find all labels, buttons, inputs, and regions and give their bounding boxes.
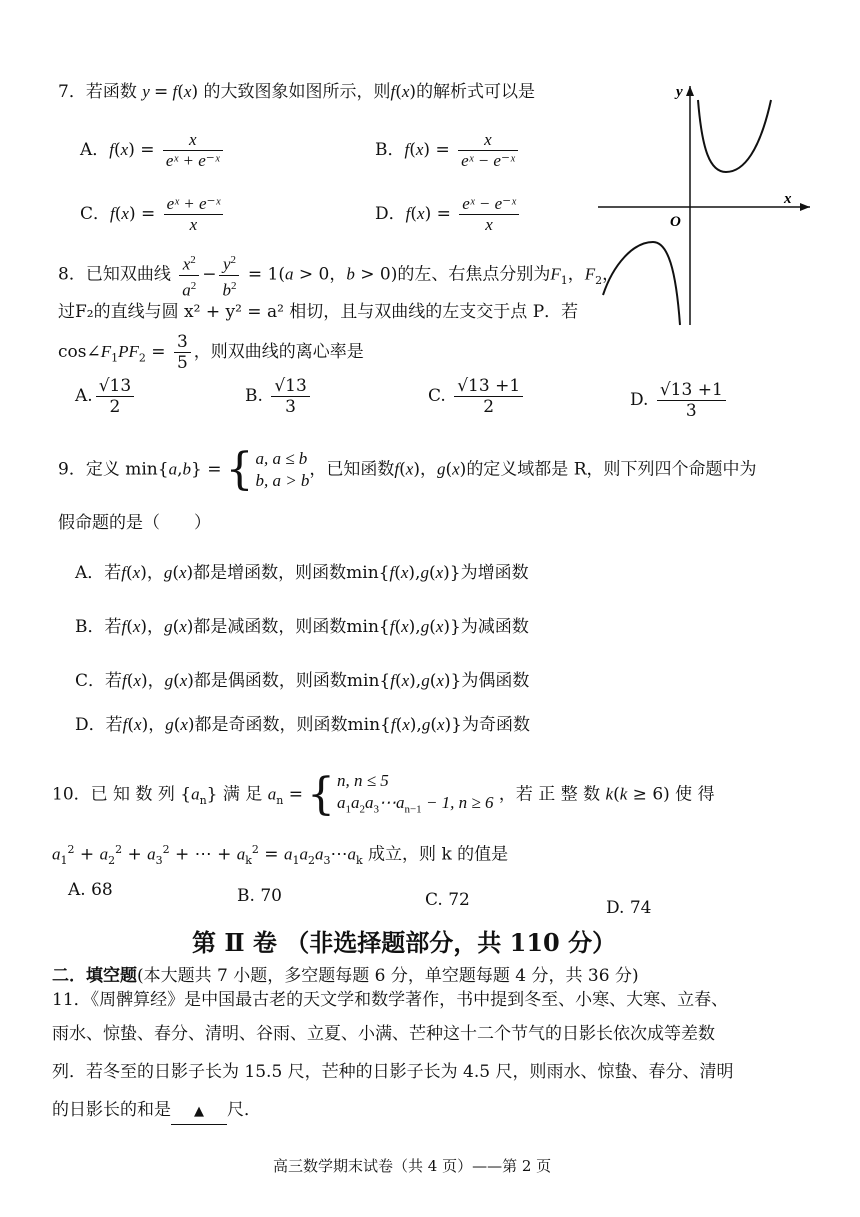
q7-option-a[interactable]: A．f(x) = $\frac{x}{\text{eˣ + e⁻ˣ}}$ — [80, 130, 226, 171]
q10-option-d[interactable]: D. 74 — [606, 898, 652, 918]
q7-function-graph — [598, 80, 818, 330]
q9-option-b[interactable]: B．若f(x)，g(x)都是减函数，则函数min{f(x),g(x)}为减函数 — [75, 617, 529, 637]
y-axis-label: y — [676, 84, 683, 100]
q9-option-a[interactable]: A．若f(x)，g(x)都是增函数，则函数min{f(x),g(x)}为增函数 — [75, 563, 529, 583]
q8-option-c[interactable]: C. $\frac{√13 +1}{2}$ — [428, 376, 526, 417]
q7-stem: 7．若函数 y = f(x) 的大致图象如图所示，则f(x)的解析式可以是 — [58, 82, 536, 102]
q8-stem-line3: $\cos\angle F_1PF_2$ = $\frac{3}{5}$ ，则双曲线的离心率是 — [58, 332, 364, 373]
x-axis-label: x — [784, 191, 792, 207]
q9-option-c[interactable]: C．若f(x)，g(x)都是偶函数，则函数min{f(x),g(x)}为偶函数 — [75, 671, 530, 691]
answer-blank[interactable] — [171, 1100, 227, 1125]
x-axis-arrow — [800, 203, 810, 211]
q11-line1: 11．《周髀算经》是中国最古老的天文学和数学著作，书中提到冬至、小寒、大寒、立春、 — [52, 990, 729, 1010]
q8-option-b[interactable]: B. $\frac{√13}{3}$ — [245, 376, 313, 417]
q7-option-c[interactable]: C．f(x) = $\frac{\text{eˣ + e⁻ˣ}}{x}$ — [80, 194, 226, 235]
q10-stem-line2: $a_1^2 + a_2^2 + a_3^2$ + ⋯ + $a_k^2$ = $a_1a_2a_3\cdots a_k$ 成立，则 k 的值是 — [52, 843, 509, 868]
q10-option-a[interactable]: A. 68 — [68, 880, 113, 900]
right-branch-curve — [698, 100, 771, 172]
fill-in-heading-label: 二．填空题 — [52, 966, 137, 986]
fill-in-description: (本大题共 7 小题，多空题每题 6 分，单空题每题 4 分，共 36 分) — [137, 966, 639, 986]
q8-option-d[interactable]: D. $\frac{√13 +1}{3}$ — [630, 380, 729, 421]
fill-in-heading — [52, 964, 639, 988]
y-axis-arrow — [686, 86, 694, 96]
q7-option-d[interactable]: D．f(x) = $\frac{\text{eˣ − e⁻ˣ}}{x}$ — [375, 194, 522, 235]
q11-line2: 雨水、惊蛰、春分、清明、谷雨、立夏、小满、芒种这十二个节气的日影长依次成等差数 — [52, 1024, 715, 1044]
page-footer: 高三数学期末试卷（共 4 页）——第 2 页 — [273, 1157, 552, 1175]
q10-option-c[interactable]: C. 72 — [425, 890, 470, 910]
origin-label: O — [670, 214, 681, 230]
q7-option-b[interactable]: B．f(x) = $\frac{x}{\text{eˣ − e⁻ˣ}}$ — [375, 130, 521, 171]
q10-stem-line1: 10．已 知 数 列 $\{a_n\}$ 满 足 $a_n$ ={ n, n ≤ 5 $a_1a_2a_3\cdots a_{n-1} - 1$, n ≥ 6 ，若 正 整 数 k(k ≥ 6) 使 得 — [52, 769, 715, 821]
q10-option-b[interactable]: B. 70 — [237, 886, 282, 906]
q11-line3: 列．若冬至的日影子长为 15.5 尺，芒种的日影子长为 4.5 尺，则雨水、惊蛰、春分、清明 — [52, 1062, 734, 1082]
section-2-title: 第 Ⅱ 卷 （非选择题部分，共 110 分） — [192, 928, 617, 957]
q9-stem-line1: 9．定义 min{a,b} ={ a, a ≤ b b, a > b ，已知函数f(x)，g(x)的定义域都是 R，则下列四个命题中为 — [58, 444, 757, 495]
q8-option-a[interactable]: A. $\frac{√13}{2}$ — [75, 376, 137, 417]
q9-option-d[interactable]: D．若f(x)，g(x)都是奇函数，则函数min{f(x),g(x)}为奇函数 — [75, 715, 530, 735]
q8-stem-line1: 8．已知双曲线 $\frac{x^2}{a^2}$ − $\frac{y^2}{b^2}$ = 1(a > 0，b > 0)的左、右焦点分别为$F_1$，$F_2$， — [58, 250, 619, 300]
q8-stem-line2: 过F₂的直线与圆 x² + y² = a² 相切，且与双曲线的左支交于点 P．若 — [58, 302, 579, 322]
answer-blank-mark: ▲ — [194, 1104, 204, 1119]
q11-line4: 的日影长的和是 ▲ 尺． — [52, 1098, 261, 1125]
q9-stem-line2: 假命题的是（ ） — [58, 513, 211, 533]
